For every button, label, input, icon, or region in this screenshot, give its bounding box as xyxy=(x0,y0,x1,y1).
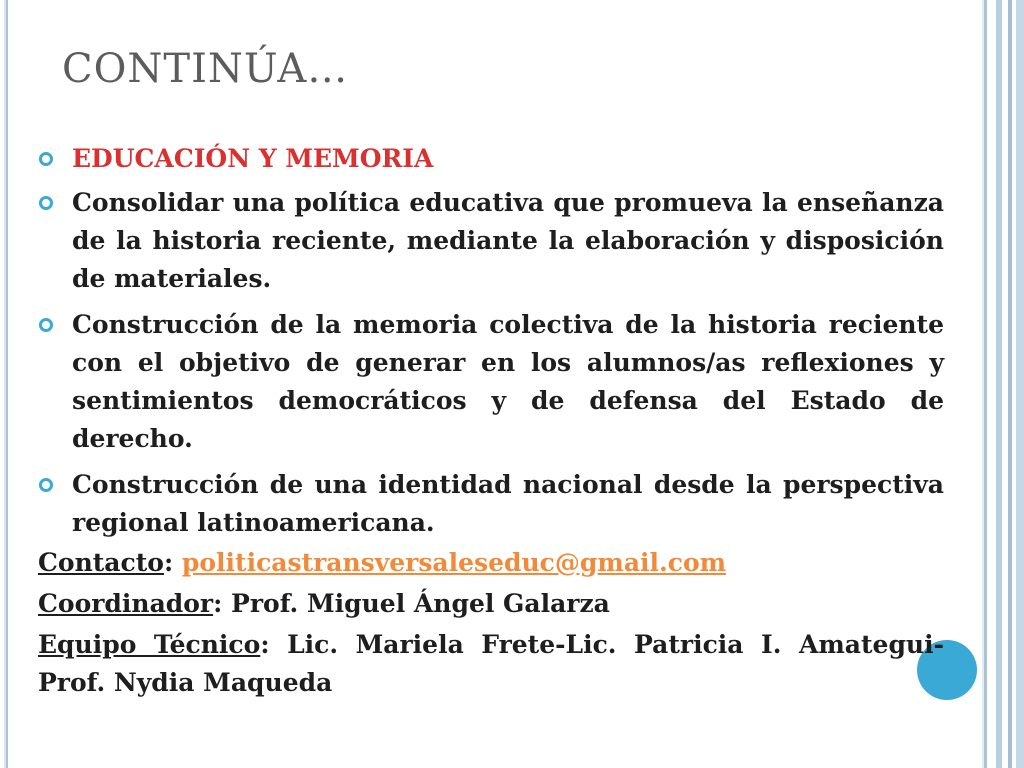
ring-bullet-icon xyxy=(38,317,54,333)
team-line xyxy=(38,626,944,702)
team-label: Equipo Técnico xyxy=(38,630,261,659)
ring-bullet-icon xyxy=(38,195,54,211)
bullet-item xyxy=(38,306,944,458)
coordinator-line xyxy=(38,585,944,623)
ring-bullet-icon xyxy=(38,151,54,167)
slide-content xyxy=(38,140,944,702)
coordinator-separator: : xyxy=(213,589,232,618)
coordinator-value: Prof. Miguel Ángel Galarza xyxy=(231,589,610,618)
team-separator: : xyxy=(260,630,288,659)
team-value: Lic. Mariela Frete-Lic. Patricia I. Amategui-Prof. Nydia Maqueda xyxy=(38,630,944,697)
bullet-item xyxy=(38,184,944,298)
coordinator-label: Coordinador xyxy=(38,589,214,618)
bullet-list xyxy=(38,140,944,542)
slide-title: CONTINÚA… xyxy=(62,46,349,92)
contact-label: Contacto xyxy=(38,548,164,577)
left-border-decoration xyxy=(0,0,16,768)
section-heading: EDUCACIÓN Y MEMORIA xyxy=(72,144,434,173)
bullet-item xyxy=(38,140,944,178)
bullet-item xyxy=(38,466,944,542)
contact-separator: : xyxy=(163,548,182,577)
ring-bullet-icon xyxy=(38,477,54,493)
contact-email-link[interactable]: politicastransversaleseduc@gmail.com xyxy=(181,548,727,577)
bullet-text: Construcción de la memoria colectiva de la historia reciente con el objetivo de generar en los alumnos/as reflexiones y sentimientos democráticos y de defensa del Estado de derecho. xyxy=(72,310,944,453)
bullet-text: Construcción de una identidad nacional desde la perspectiva regional latinoamericana. xyxy=(72,470,944,537)
bullet-text: Consolidar una política educativa que promueva la enseñanza de la historia reciente, mediante la elaboración y disposición de materiales. xyxy=(72,188,944,293)
right-border-decoration xyxy=(974,0,1024,768)
contact-line xyxy=(38,544,944,582)
